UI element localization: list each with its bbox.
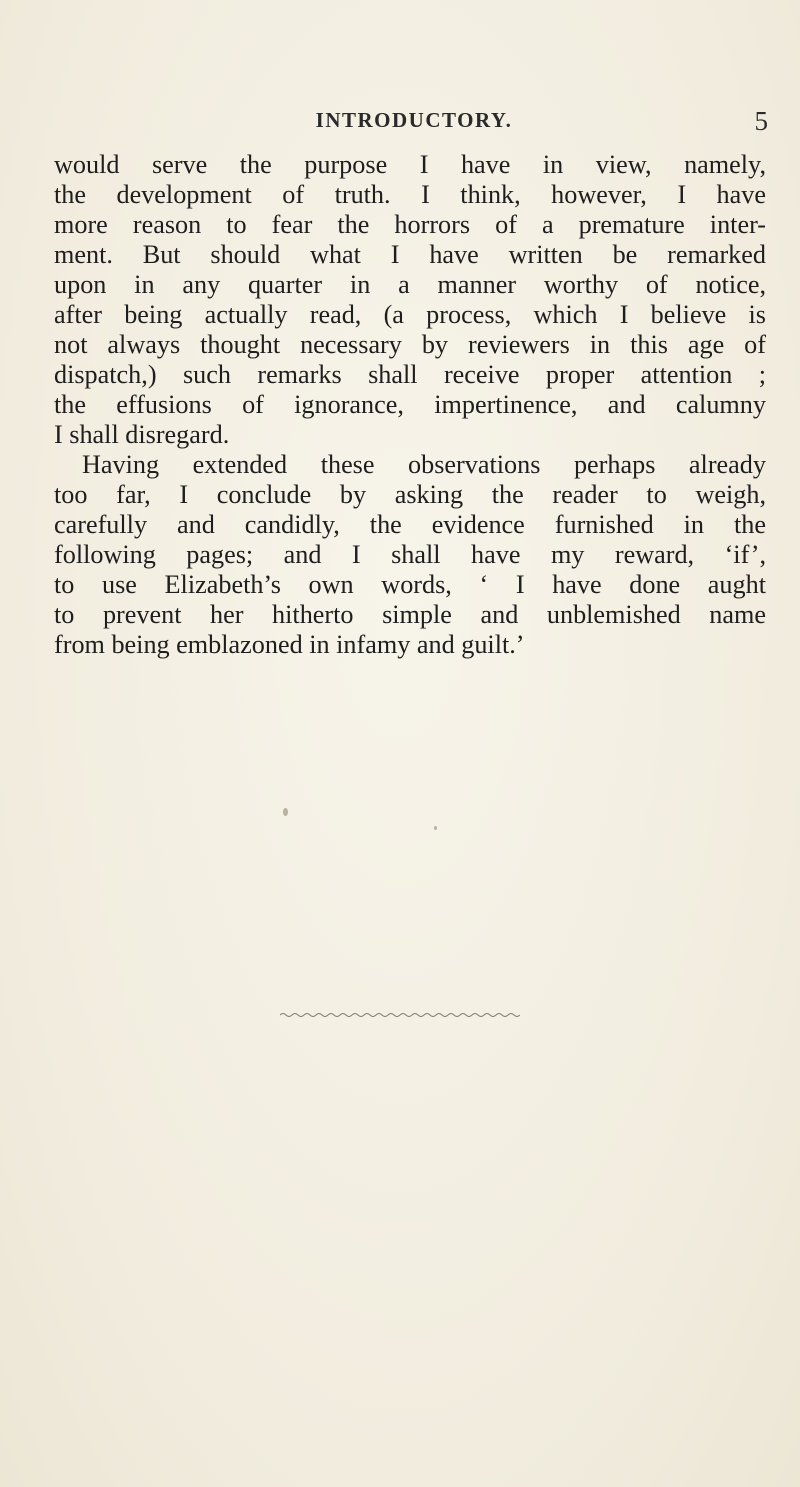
text-line: carefully and candidly, the evidence furnished in the <box>54 510 766 539</box>
text-line: Having extended these observations perhaps already <box>82 450 766 479</box>
text-line: the development of truth. I think, however, I have <box>54 180 766 209</box>
paper-speck <box>434 826 437 830</box>
text-line: after being actually read, (a process, which I believe is <box>54 300 766 329</box>
text-line: upon in any quarter in a manner worthy of notice, <box>54 270 766 299</box>
text-line: to prevent her hitherto simple and unblemished name <box>54 600 766 629</box>
text-line: the effusions of ignorance, impertinence, and calumny <box>54 390 766 419</box>
text-line: I shall disregard. <box>54 420 230 449</box>
running-head <box>60 108 768 148</box>
text-line: would serve the purpose I have in view, namely, <box>54 150 766 179</box>
text-line: more reason to fear the horrors of a premature inter- <box>54 210 766 239</box>
text-line: ment. But should what I have written be remarked <box>54 240 766 269</box>
wavy-rule-line <box>280 1014 520 1017</box>
text-line: following pages; and I shall have my reward, ‘if’, <box>54 540 766 569</box>
text-line: dispatch,) such remarks shall receive proper attention ; <box>54 360 766 389</box>
paper-speck <box>283 808 288 816</box>
running-title: INTRODUCTORY. <box>315 108 513 132</box>
text-line: to use Elizabeth’s own words, ‘ I have done aught <box>54 570 766 599</box>
text-line: from being emblazoned in infamy and guilt.’ <box>54 630 525 659</box>
body-text <box>54 150 766 660</box>
page-number: 5 <box>754 106 768 136</box>
text-line: not always thought necessary by reviewers in this age of <box>54 330 766 359</box>
text-line: too far, I conclude by asking the reader to weigh, <box>54 480 766 509</box>
ornament-rule <box>280 1010 520 1020</box>
